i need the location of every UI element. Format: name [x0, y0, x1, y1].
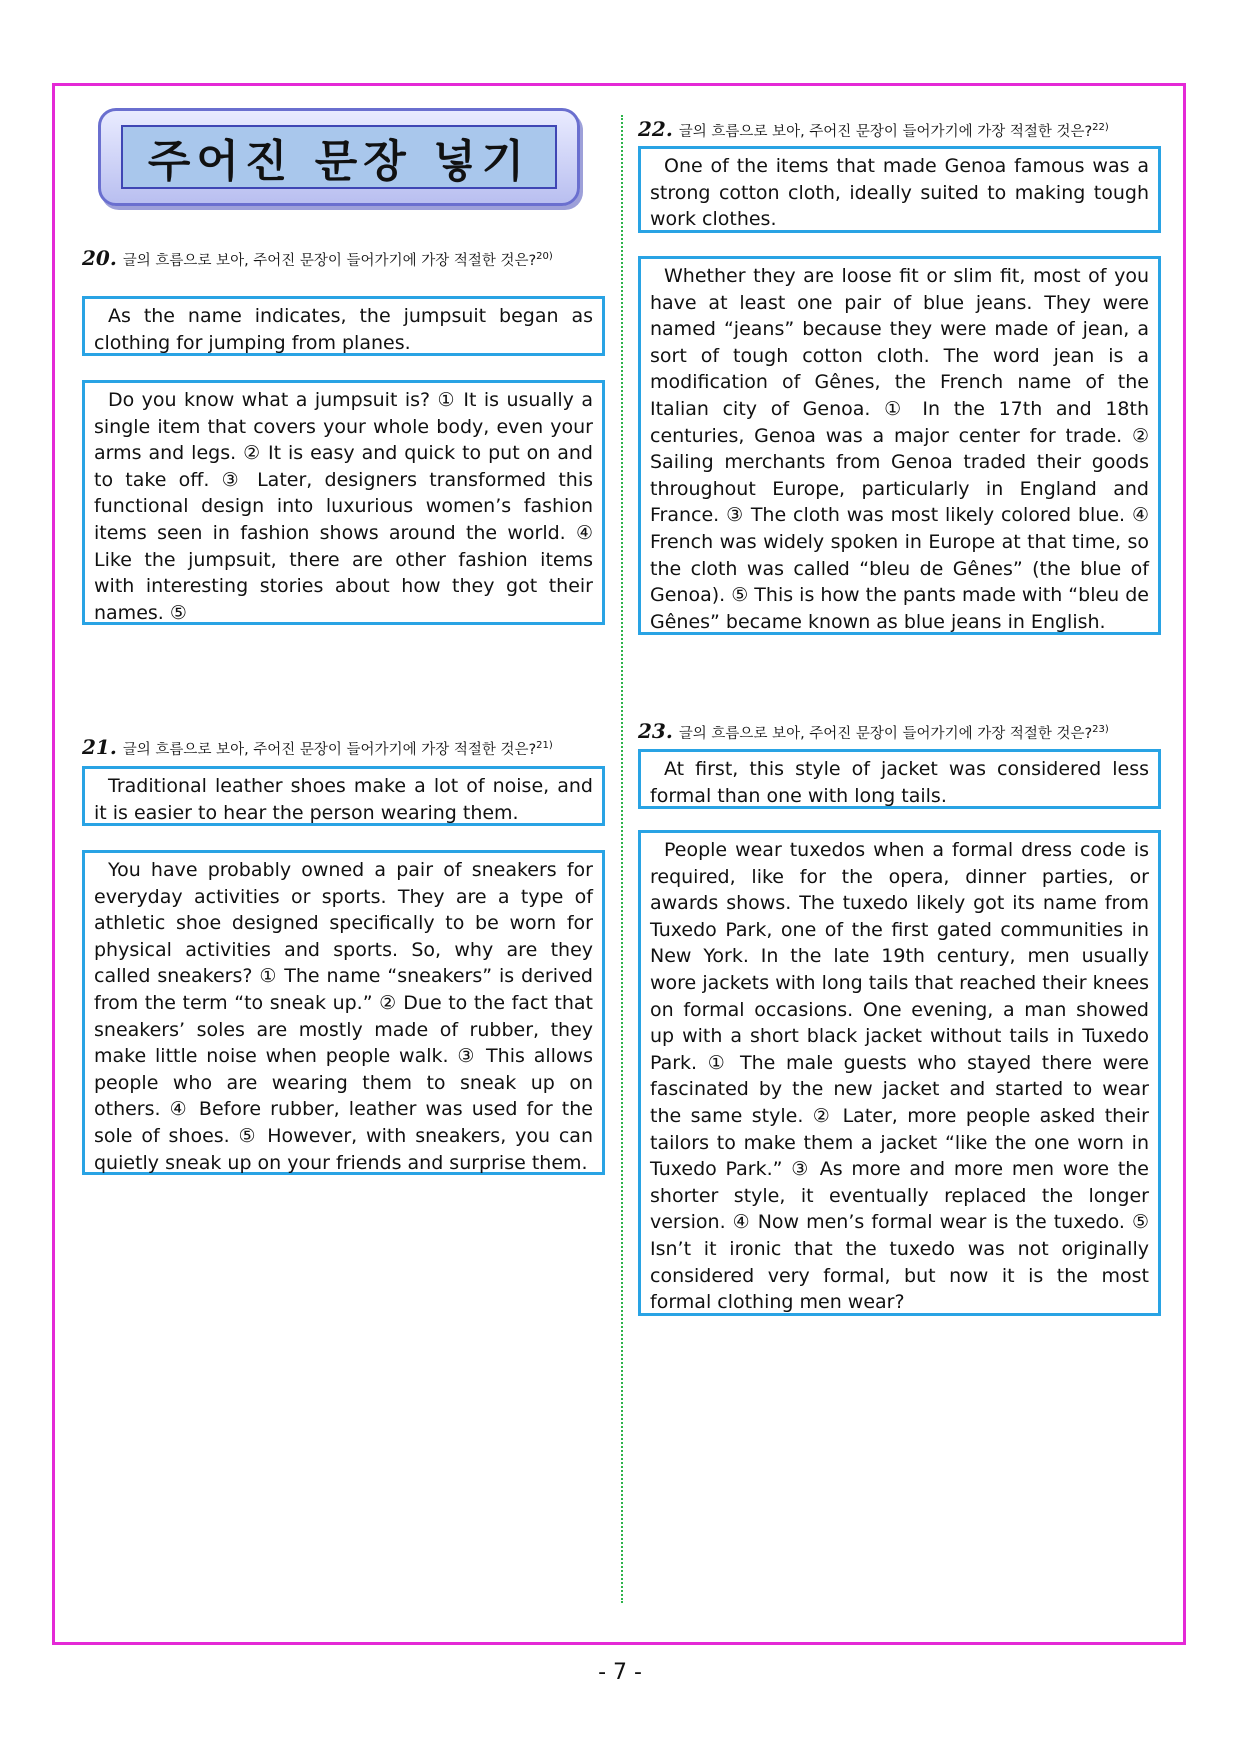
question-21-passage: You have probably owned a pair of sneakers for everyday activities or sports. They are a type of athletic shoe designed specifically to be worn for physical activities and sports. So, why are they called sneakers? ① The name “sneakers” is derived from the term “to sneak up.” ② Due to the fact that sneakers’ soles are mostly made of rubber, they make little noise when people walk. ③ This allows people who are wearing them to sneak up on others. ④ Before rubber, leather was used for the sole of shoes. ⑤ However, with sneakers, you can quietly sneak up on your friends and surprise them. [82, 850, 605, 1175]
question-number: 22. [638, 116, 673, 141]
question-20-given-sentence: As the name indicates, the jumpsuit began as clothing for jumping from planes. [82, 296, 605, 356]
question-prompt: 글의 흐름으로 보아, 주어진 문장이 들어가기에 가장 적절한 것은? [122, 252, 537, 269]
question-ref: 20) [536, 251, 553, 262]
column-divider [621, 115, 623, 1603]
question-22-given-sentence: One of the items that made Genoa famous was a strong cotton cloth, ideally suited to making tough work clothes. [638, 146, 1161, 233]
question-ref: 21) [536, 740, 553, 751]
page-number: - 7 - [598, 1660, 642, 1685]
section-title-banner [98, 108, 580, 206]
question-prompt: 글의 흐름으로 보아, 주어진 문장이 들어가기에 가장 적절한 것은? [678, 725, 1093, 742]
question-22-header [638, 117, 1109, 143]
question-20-header [82, 246, 602, 272]
question-prompt: 글의 흐름으로 보아, 주어진 문장이 들어가기에 가장 적절한 것은? [678, 123, 1093, 140]
question-21-header [82, 735, 553, 761]
question-number: 23. [638, 718, 673, 743]
question-23-passage: People wear tuxedos when a formal dress code is required, like for the opera, dinner parties, or awards shows. The tuxedo likely got its name from Tuxedo Park, one of the first gated communities in New York. In the late 19th century, men usually wore jackets with long tails that reached their knees on formal occasions. One evening, a man showed up with a short black jacket without tails in Tuxedo Park. ① The male guests who stayed there were fascinated by the new jacket and started to wear the same style. ② Later, more people asked their tailors to make them a jacket “like the one worn in Tuxedo Park.” ③ As more and more men wore the shorter style, it eventually replaced the longer version. ④ Now men’s formal wear is the tuxedo. ⑤ Isn’t it ironic that the tuxedo was not originally considered very formal, but now it is the most formal clothing men wear? [638, 830, 1161, 1316]
question-21-given-sentence: Traditional leather shoes make a lot of noise, and it is easier to hear the person wearing them. [82, 766, 605, 826]
question-number: 20. [82, 245, 117, 270]
question-ref: 23) [1092, 724, 1109, 735]
question-ref: 22) [1092, 122, 1109, 133]
question-number: 21. [82, 734, 117, 759]
question-23-given-sentence: At first, this style of jacket was considered less formal than one with long tails. [638, 749, 1161, 809]
question-20-passage: Do you know what a jumpsuit is? ① It is usually a single item that covers your whole body, even your arms and legs. ② It is easy and quick to put on and to take off. ③ Later, designers transformed this functional design into luxurious women’s fashion items seen in fashion shows around the world. ④ Like the jumpsuit, there are other fashion items with interesting stories about how they got their names. ⑤ [82, 380, 605, 625]
question-23-header [638, 719, 1109, 745]
section-title: 주어진 문장 넣기 [121, 125, 557, 189]
question-prompt: 글의 흐름으로 보아, 주어진 문장이 들어가기에 가장 적절한 것은? [122, 741, 537, 758]
question-22-passage: Whether they are loose fit or slim fit, most of you have at least one pair of blue jeans. They were named “jeans” because they were made of jean, a sort of tough cotton cloth. The word jean is a modification of Gênes, the French name of the Italian city of Genoa. ① In the 17th and 18th centuries, Genoa was a major center for trade. ② Sailing merchants from Genoa traded their goods throughout Europe, particularly in England and France. ③ The cloth was most likely colored blue. ④ French was widely spoken in Europe at that time, so the cloth was called “bleu de Gênes” (the blue of Genoa). ⑤ This is how the pants made with “bleu de Gênes” became known as blue jeans in English. [638, 256, 1161, 635]
